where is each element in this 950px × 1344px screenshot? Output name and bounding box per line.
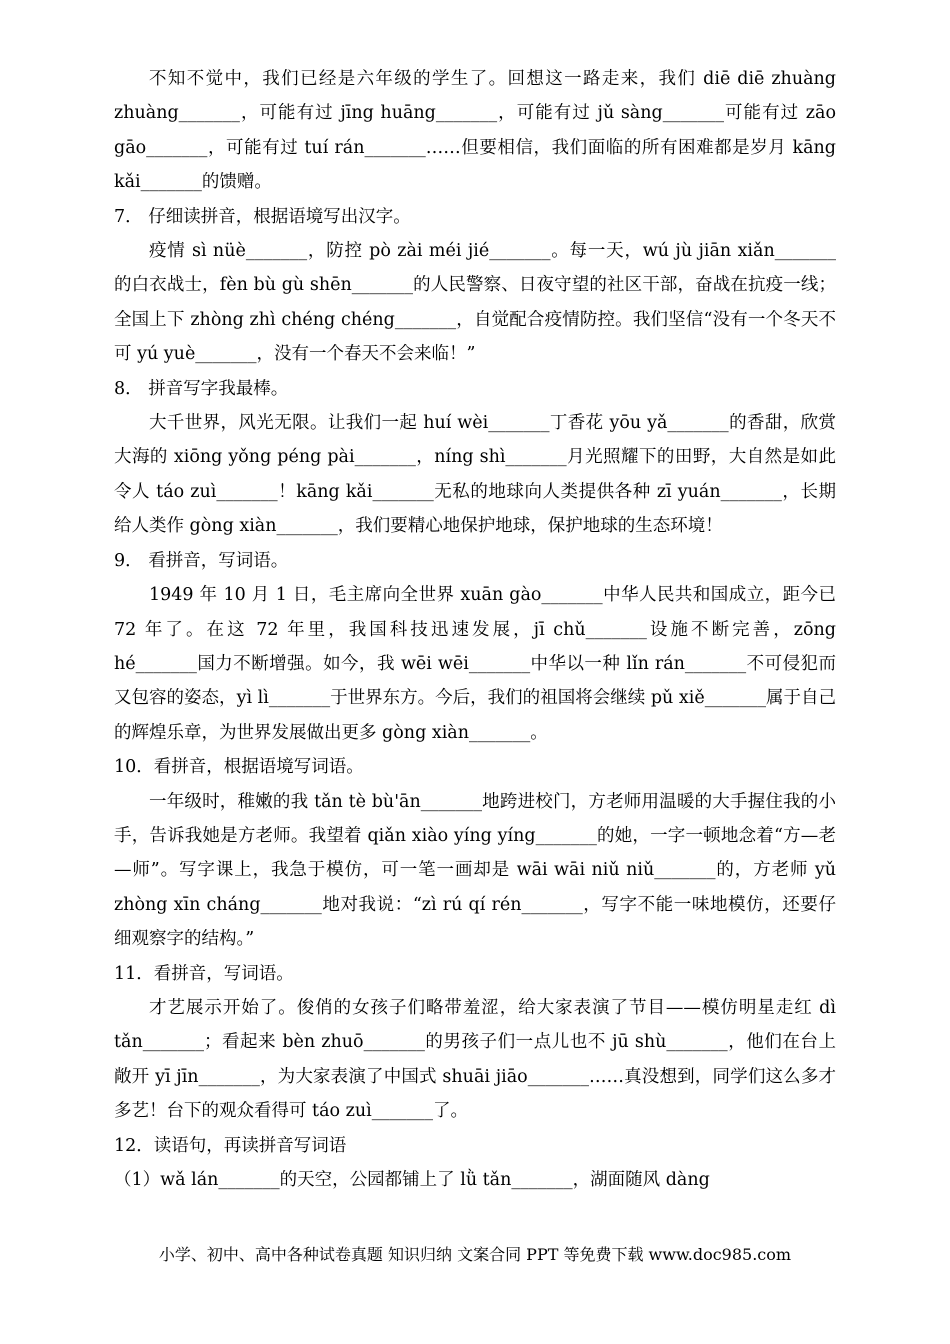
passage-intro: 不知不觉中，我们已经是六年级的学生了。回想这一路走来，我们 diē diē zhuàng zhuàng_______，可能有过 jīng huāng_______，可能有过 jǔ sàng_______可能有过 zāo gāo_______，可能有过 tuí rán_______……但要相信，我们面临的所有困难都是岁月 kāng kǎi_______的馈赠。 bbox=[114, 69, 836, 193]
question-7-passage: 疫情 sì nüè_______，防控 pò zài méi jié_______。每一天，wú jù jiān xiǎn_______的白衣战士，fèn bù gù shēn_______的人民警察、日夜守望的社区干部，奋战在抗疫一线；全国上下 zhòng zhì chéng chéng_______，自觉配合疫情防控。我们坚信“没有一个冬天不可 yú yuè_______，没有一个春天不会来临！” bbox=[114, 241, 836, 365]
question-10-passage: 一年级时，稚嫩的我 tǎn tè bù'ān_______地跨进校门，方老师用温暖的大手握住我的小手，告诉我她是方老师。我望着 qiǎn xiào yíng yíng_______的她，一字一顿地念着“方—老—师”。写字课上，我急于模仿，可一笔一画却是 wāi wāi niǔ niǔ_______的，方老师 yǔ zhòng xīn cháng_______地对我说：“zì rú qí rén_______，写字不能一味地模仿，还要仔细观察字的结构。” bbox=[114, 791, 836, 950]
question-8-passage: 大千世界，风光无限。让我们一起 huí wèi_______丁香花 yōu yǎ_______的香甜，欣赏大海的 xiōng yǒng péng pài_______，níng shì_______月光照耀下的田野，大自然是如此令人 táo zuì_______！kāng kǎi_______无私的地球向人类提供各种 zī yuán_______，长期给人类作 gòng xiàn_______，我们要精心地保护地球，保护地球的生态环境！ bbox=[114, 413, 836, 537]
question-9-heading: 9． 看拼音，写词语。 bbox=[114, 550, 289, 571]
question-11-heading: 11．看拼音，写词语。 bbox=[114, 963, 294, 984]
question-11-passage: 才艺展示开始了。俊俏的女孩子们略带羞涩，给大家表演了节目——模仿明星走红 dì tǎn_______；看起来 bèn zhuō_______的男孩子们一点儿也不 jū shù_______，他们在台上敞开 yī jīn_______，为大家表演了中国式 shuāi jiāo_______……真没想到，同学们这么多才多艺！台下的观众看得可 táo zuì_______了。 bbox=[114, 997, 836, 1122]
question-12-item-1: （1）wǎ lán_______的天空，公园都铺上了 lǜ tǎn_______，湖面随风 dàng bbox=[114, 1170, 710, 1190]
question-10-heading: 10．看拼音，根据语境写词语。 bbox=[114, 757, 364, 778]
question-9-passage: 1949 年 10 月 1 日，毛主席向全世界 xuān gào_______中华人民共和国成立，距今已 72 年了。在这 72 年里，我国科技迅速发展，jī chǔ_______设施不断完善，zōng hé_______国力不断增强。如今，我 wēi wēi_______中华以一种 lǐn rán_______不可侵犯而又包容的姿态，yì lì_______于世界东方。今后，我们的祖国将会继续 pǔ xiě_______属于自己的辉煌乐章，为世界发展做出更多 gòng xiàn_______。 bbox=[114, 585, 836, 743]
question-8-heading: 8． 拼音写字我最棒。 bbox=[114, 378, 289, 399]
page-footer: 小学、初中、高中各种试卷真题 知识归纳 文案合同 PPT 等免费下载 www.doc985.com bbox=[158, 1245, 792, 1264]
question-12-heading: 12．读语句，再读拼音写词语 bbox=[114, 1135, 347, 1156]
question-7-heading: 7． 仔细读拼音，根据语境写出汉字。 bbox=[114, 206, 411, 227]
document-body bbox=[114, 62, 836, 1197]
